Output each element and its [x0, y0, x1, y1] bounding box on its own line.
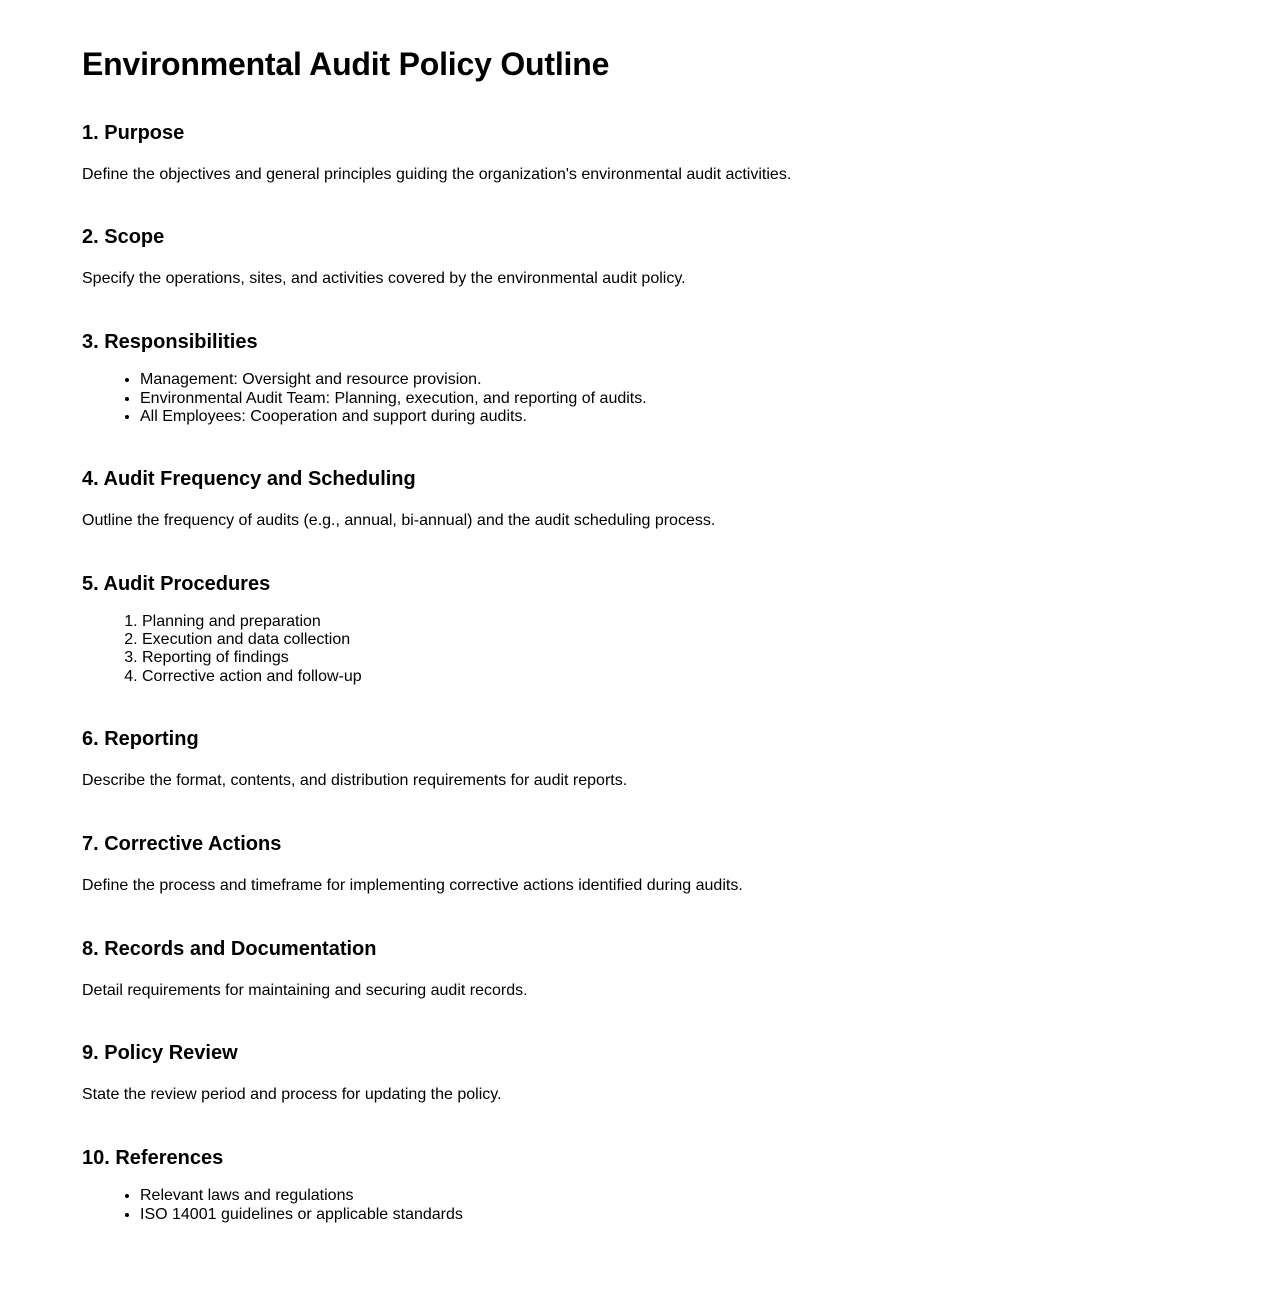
- section-reporting: [82, 728, 1198, 791]
- section-corrective-actions: [82, 833, 1198, 896]
- section-paragraph-records-and-documentation: Detail requirements for maintaining and securing audit records.: [82, 981, 528, 999]
- section-heading-audit-frequency-and-scheduling: 4. Audit Frequency and Scheduling: [82, 468, 416, 491]
- section-records-and-documentation: [82, 938, 1198, 1001]
- section-heading-audit-procedures: 5. Audit Procedures: [82, 572, 271, 595]
- section-audit-frequency-and-scheduling: [82, 468, 1198, 531]
- section-paragraph-scope: Specify the operations, sites, and activities covered by the environmental audit policy.: [82, 270, 686, 288]
- section-heading-purpose: 1. Purpose: [82, 121, 185, 144]
- section-heading-scope: 2. Scope: [82, 226, 165, 249]
- section-references: [82, 1147, 1198, 1223]
- section-heading-references: 10. References: [82, 1147, 224, 1170]
- section-audit-procedures: [82, 573, 1198, 686]
- section-scope: [82, 226, 1198, 289]
- list-item: • Environmental Audit Team: Planning, execution, and reporting of audits.: [140, 390, 1198, 408]
- list-item: 4. Corrective action and follow-up: [142, 668, 1198, 686]
- list-item: 2. Execution and data collection: [142, 631, 1198, 649]
- list-item: 1. Planning and preparation: [142, 613, 1198, 631]
- section-heading-records-and-documentation: 8. Records and Documentation: [82, 937, 377, 960]
- page-title: Environmental Audit Policy Outline: [82, 46, 610, 82]
- section-responsibilities: [82, 331, 1198, 426]
- section-paragraph-corrective-actions: Define the process and timeframe for implementing corrective actions identified during audits.: [82, 876, 743, 894]
- section-heading-reporting: 6. Reporting: [82, 727, 199, 750]
- list-item: • All Employees: Cooperation and support during audits.: [140, 408, 1198, 426]
- references-list: [82, 1187, 1198, 1223]
- section-paragraph-audit-frequency-and-scheduling: Outline the frequency of audits (e.g., annual, bi-annual) and the audit scheduling process.: [82, 512, 716, 530]
- section-policy-review: [82, 1042, 1198, 1105]
- section-heading-responsibilities: 3. Responsibilities: [82, 331, 258, 354]
- responsibilities-list: [82, 371, 1198, 426]
- audit-procedures-list: [82, 613, 1198, 686]
- list-item: • Management: Oversight and resource provision.: [140, 371, 1198, 389]
- section-purpose: [82, 122, 1198, 185]
- section-heading-policy-review: 9. Policy Review: [82, 1042, 238, 1065]
- section-paragraph-policy-review: State the review period and process for updating the policy.: [82, 1086, 502, 1104]
- section-paragraph-purpose: Define the objectives and general principles guiding the organization's environmental audit activities.: [82, 165, 792, 183]
- list-item: 3. Reporting of findings: [142, 649, 1198, 667]
- section-heading-corrective-actions: 7. Corrective Actions: [82, 832, 282, 855]
- section-paragraph-reporting: Describe the format, contents, and distribution requirements for audit reports.: [82, 771, 628, 789]
- list-item: • ISO 14001 guidelines or applicable standards: [140, 1206, 1198, 1224]
- list-item: • Relevant laws and regulations: [140, 1187, 1198, 1205]
